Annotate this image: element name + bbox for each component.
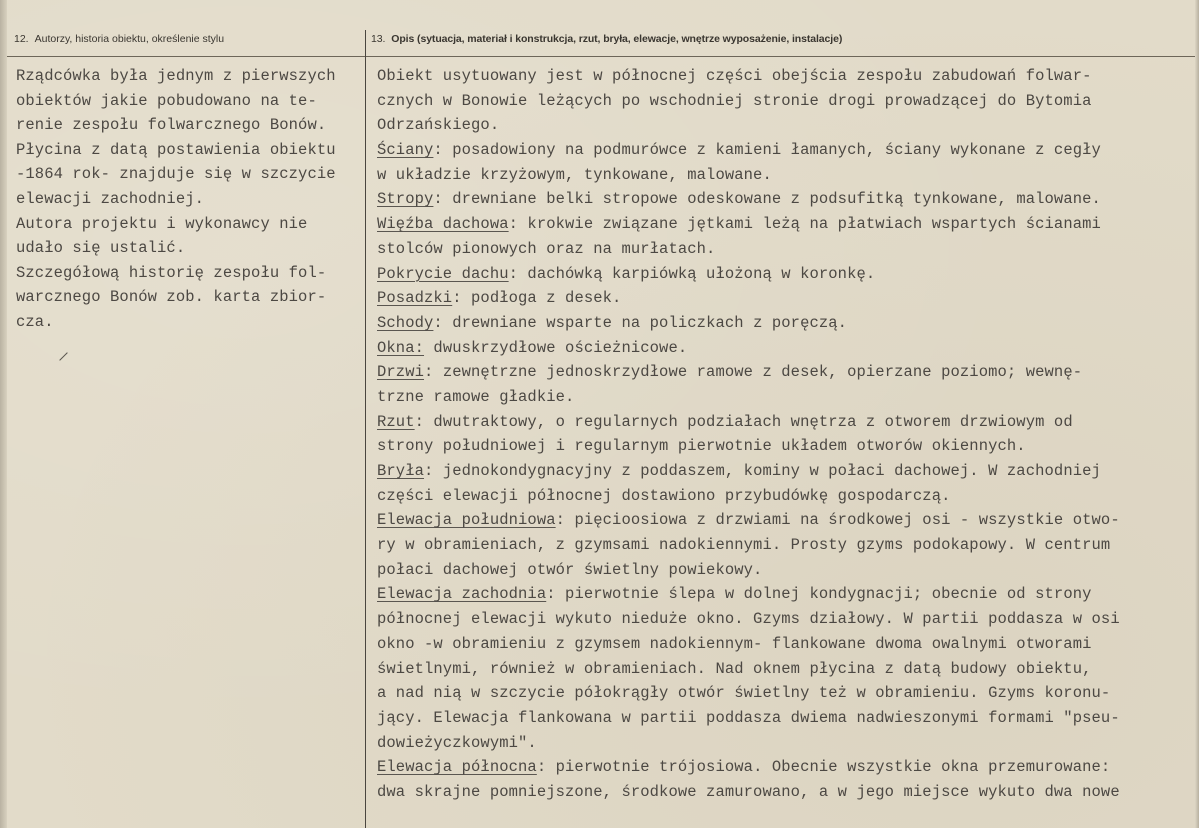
description-text: : pierwotnie ślepa w dolnej kondygnacji; obecnie od strony [546, 585, 1092, 604]
description-text: w układzie krzyżowym, tynkowane, malowane. [377, 165, 772, 184]
history-text-line: elewacji zachodniej. [16, 189, 205, 208]
section-13-heading [371, 33, 842, 45]
description-text: dwuskrzydłowe ościeżnicowe. [424, 338, 688, 357]
description-text: dowieżyczkowymi". [377, 733, 537, 752]
description-text: okno -w obramieniu z gzymsem nadokiennym- flankowane dwoma owalnymi otworami [377, 634, 1092, 653]
history-text-column [16, 64, 364, 335]
section-label: Stropy [377, 190, 434, 209]
history-text-line: -1864 rok- znajduje się w szczycie [16, 165, 336, 184]
history-text-line: cza. [16, 312, 54, 331]
description-text-line [377, 385, 1195, 410]
description-text-line [377, 89, 1195, 114]
description-text: Obiekt usytuowany jest w północnej części obejścia zespołu zabudowań folwar- [377, 67, 1092, 85]
description-text-line [377, 731, 1195, 756]
section-label: Elewacja północna [377, 758, 537, 777]
section-label: Elewacja południowa [377, 511, 556, 530]
description-text-line [377, 311, 1195, 336]
description-text-line [377, 434, 1195, 459]
history-text-line: Autora projektu i wykonawcy nie [16, 214, 308, 233]
description-text-line [377, 533, 1195, 558]
description-text: jący. Elewacja flankowana w partii poddasza dwiema nadwieszonymi formami "pseu- [377, 708, 1120, 727]
history-text-line: Szczegółową historię zespołu fol- [16, 263, 327, 282]
description-text: północnej elewacji wykuto nieduże okno. Gzyms działowy. W partii poddasza w osi [377, 610, 1120, 629]
section-label: Drzwi [377, 363, 425, 382]
description-text-line [377, 336, 1195, 361]
section-12-title: Autorzy, historia obiektu, określenie stylu [34, 33, 225, 45]
description-text: : podłoga z desek. [452, 289, 622, 308]
description-text-line [377, 607, 1195, 632]
description-text: dwa skrajne pomniejszone, środkowe zamurowano, a w jego miejsce wykuto dwa nowe [377, 782, 1120, 801]
description-text: : zewnętrzne jednoskrzydłowe ramowe z desek, opierzane poziomo; wewnę- [424, 363, 1083, 382]
section-label: Ściany [377, 141, 434, 160]
header-rule [7, 56, 1195, 57]
description-text-line [377, 138, 1195, 163]
description-text-column [377, 64, 1195, 805]
description-text: świetlnymi, również w obramieniach. Nad oknem płycina z datą budowy obiektu, [377, 659, 1092, 678]
section-label: Pokrycie dachu [377, 264, 509, 283]
description-text: Odrzańskiego. [377, 116, 500, 135]
description-text: części elewacji północnej dostawiono przybudówkę gospodarczą. [377, 486, 951, 505]
description-text-line [377, 681, 1195, 706]
section-label: Okna: [377, 338, 425, 357]
description-text-line [377, 508, 1195, 533]
history-text-line: obiektów jakie pobudowano na te- [16, 91, 317, 110]
description-text-line [377, 64, 1195, 89]
description-text-line [377, 459, 1195, 484]
description-text: : dachówką karpiówką ułożoną w koronkę. [508, 264, 876, 283]
description-text-line [377, 212, 1195, 237]
description-text: trzne ramowe gładkie. [377, 387, 575, 406]
description-text-line [377, 237, 1195, 262]
description-text-line [377, 484, 1195, 509]
section-12-number: 12. [14, 33, 29, 45]
description-text: : posadowiony na podmurówce z kamieni łamanych, ściany wykonane z cegły [433, 141, 1101, 160]
description-text: : drewniane wsparte na policzkach z poręczą. [433, 313, 848, 332]
column-divider [365, 30, 366, 828]
description-text: : drewniane belki stropowe odeskowane z podsufitką tynkowane, malowane. [433, 190, 1101, 209]
description-text: : dwutraktowy, o regularnych podziałach wnętrza z otworem drzwiowym od [414, 412, 1073, 431]
description-text-line [377, 286, 1195, 311]
description-text: : pierwotnie trójosiowa. Obecnie wszystkie okna przemurowane: [536, 758, 1111, 777]
history-text-line: Rządcówka była jednym z pierwszych [16, 67, 336, 85]
page-right-edge [1195, 0, 1199, 828]
description-text: : jednokondygnacyjny z poddaszem, kominy w połaci dachowej. W zachodniej [424, 462, 1101, 480]
description-text: stolców pionowych oraz na murłatach. [377, 239, 716, 258]
description-text: cznych w Bonowie leżących po wschodniej stronie drogi prowadzącej do Bytomia [377, 91, 1092, 110]
description-text-line [377, 262, 1195, 287]
description-text-line [377, 657, 1195, 682]
description-text-line [377, 163, 1195, 188]
section-13-title: Opis (sytuacja, materiał i konstrukcja, rzut, bryła, elewacje, wnętrze wyposażenie, instalacje) [391, 33, 843, 45]
description-text-line [377, 780, 1195, 805]
pencil-tick-mark [59, 352, 67, 360]
description-text-line [377, 113, 1195, 138]
description-text-line [377, 410, 1195, 435]
description-text-line [377, 558, 1195, 583]
section-label: Więźba dachowa [377, 215, 509, 234]
history-text-line: warcznego Bonów zob. karta zbior- [16, 288, 327, 307]
section-label: Elewacja zachodnia [377, 585, 547, 604]
section-label: Posadzki [377, 289, 453, 308]
description-text: strony południowej i regularnym pierwotnie układem otworów okiennych. [377, 437, 1026, 456]
description-text: a nad nią w szczycie półokrągły otwór świetlny też w obramieniu. Gzyms koronu- [377, 684, 1111, 703]
description-text-line [377, 187, 1195, 212]
page-left-edge [0, 0, 7, 828]
description-text: ry w obramieniach, z gzymsami nadokiennymi. Prosty gzyms podokapowy. W centrum [377, 536, 1111, 555]
description-text-line [377, 632, 1195, 657]
description-text-line [377, 582, 1195, 607]
section-13-number: 13. [371, 33, 386, 45]
description-text-line [377, 706, 1195, 731]
section-12-heading [14, 33, 224, 45]
section-label: Bryła [377, 462, 425, 480]
description-text-line [377, 755, 1195, 780]
description-text: połaci dachowej otwór świetlny powiekowy. [377, 560, 763, 579]
history-text-line: Płycina z datą postawienia obiektu [16, 140, 336, 159]
section-label: Schody [377, 313, 434, 332]
description-text: : krokwie związane jętkami leżą na płatwiach wspartych ścianami [508, 215, 1101, 234]
history-text-line: udało się ustalić. [16, 239, 186, 258]
section-label: Rzut [377, 412, 415, 431]
history-text-line: renie zespołu folwarcznego Bonów. [16, 116, 327, 135]
description-text: : pięcioosiowa z drzwiami na środkowej osi - wszystkie otwo- [555, 511, 1120, 530]
description-text-line [377, 360, 1195, 385]
